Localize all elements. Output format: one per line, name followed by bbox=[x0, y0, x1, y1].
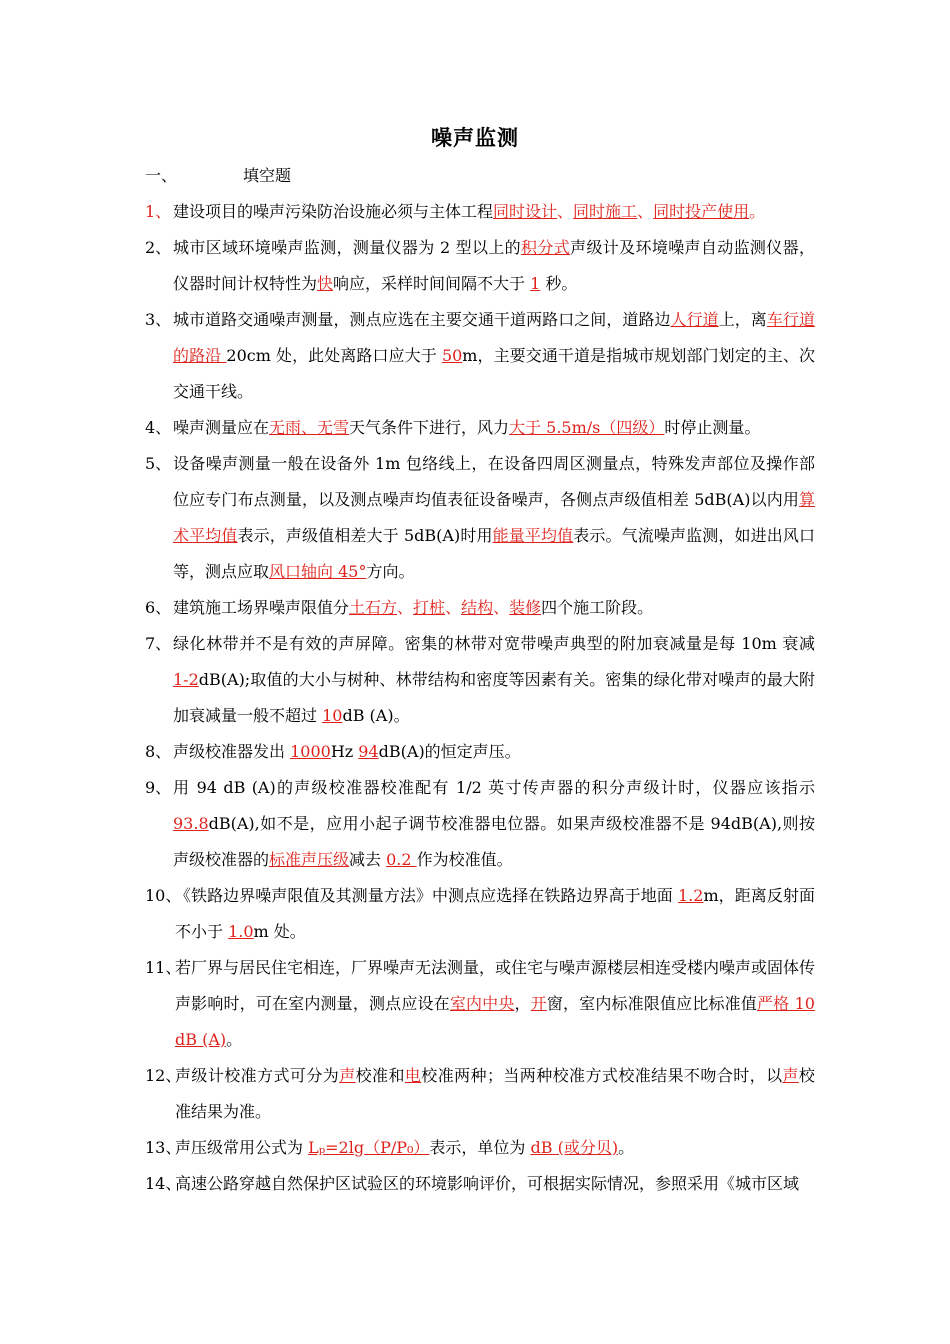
section-label: 填空题 bbox=[243, 166, 292, 185]
answer-blank: 50 bbox=[441, 346, 463, 365]
question-number: 2、 bbox=[145, 238, 172, 257]
question-text bbox=[175, 1058, 815, 1130]
section-number: 一、 bbox=[145, 166, 178, 185]
question-text-segment: 上，离 bbox=[718, 310, 767, 329]
question-text-segment: 校准和 bbox=[355, 1066, 405, 1085]
question-text-segment: 减去 bbox=[349, 850, 387, 869]
answer-blank: 93.8 bbox=[173, 814, 209, 833]
answer-separator: 、 bbox=[637, 202, 654, 221]
answer-blank: 风口轴向 45° bbox=[269, 562, 367, 581]
answer-blank: 1000 bbox=[290, 742, 331, 761]
answer-blank: 装修 bbox=[509, 598, 542, 617]
answer-blank: 无雨、无雪 bbox=[269, 418, 350, 437]
question-text-segment: 方向。 bbox=[366, 562, 415, 581]
question-text-segment: m，主要交通干道是指城市规划部门划定的主、次交通干线。 bbox=[173, 346, 815, 401]
question-text-segment: 设备噪声测量一般在设备外 1m 包络线上，在设备四周区测量点，特殊发声部位及操作部位应专门布点测量，以及测点噪声均值表征设备噪声，各侧点声级值相差 5dB(A)以内用 bbox=[173, 454, 815, 509]
answer-blank: 0.2 bbox=[386, 850, 417, 869]
question-number: 1、 bbox=[145, 202, 172, 221]
question-text-segment: 校准结果为准。 bbox=[175, 1066, 815, 1121]
answer-blank: 人行道 bbox=[670, 310, 719, 329]
question-text-segment: 噪声测量应在 bbox=[173, 418, 270, 437]
page-title: 噪声监测 bbox=[431, 126, 519, 150]
question-number: 6、 bbox=[145, 598, 172, 617]
answer-blank: 积分式 bbox=[521, 238, 571, 257]
answer-blank: 电 bbox=[404, 1066, 422, 1085]
question-text bbox=[175, 1166, 815, 1202]
question-item bbox=[145, 950, 815, 1058]
question-text-segment: dB (A)。 bbox=[342, 706, 410, 725]
question-item bbox=[145, 1058, 815, 1130]
question-item bbox=[145, 1130, 815, 1166]
question-number: 8、 bbox=[145, 742, 172, 761]
question-text-segment: m，距离反射面不小于 bbox=[175, 886, 815, 941]
question-item bbox=[145, 1166, 815, 1202]
answer-blank: 同时设计 bbox=[493, 202, 558, 221]
answer-blank: 同时投产使用 bbox=[653, 202, 750, 221]
question-text-segment: 校准两种；当两种校准方式校准结果不吻合时，以 bbox=[421, 1066, 783, 1085]
question-text bbox=[173, 230, 815, 302]
question-number: 9、 bbox=[145, 778, 172, 797]
answer-blank: 标准声压级 bbox=[269, 850, 350, 869]
question-text bbox=[173, 410, 815, 446]
answer-blank: 同时施工 bbox=[573, 202, 638, 221]
answer-blank: 室内中央 bbox=[449, 994, 515, 1013]
question-text-segment: 表示。气流噪声监测，如进出风口等，测点应取 bbox=[173, 526, 815, 581]
answer-blank: 1.0 bbox=[228, 922, 254, 941]
question-text-segment: 用 94 dB (A)的声级校准器校准配有 1/2 英寸传声器的积分声级计时，仪器应该指示 bbox=[173, 778, 815, 797]
question-number: 13、 bbox=[145, 1138, 182, 1157]
question-number: 4、 bbox=[145, 418, 172, 437]
question-text bbox=[173, 590, 815, 626]
question-text-segment: 建设项目的噪声污染防治设施必须与主体工程 bbox=[173, 202, 494, 221]
question-text bbox=[175, 1130, 815, 1166]
question-text-segment: 城市区域环境噪声监测，测量仪器为 2 型以上的 bbox=[173, 238, 522, 257]
question-item bbox=[145, 194, 815, 230]
answer-blank: 算术平均值 bbox=[173, 490, 815, 545]
answer-blank: 车行道的路沿 bbox=[173, 310, 815, 365]
section-heading bbox=[145, 163, 291, 186]
answer-blank: 土石方 bbox=[349, 598, 398, 617]
answer-separator: 、 bbox=[397, 598, 414, 617]
answer-blank: 1.2 bbox=[678, 886, 704, 905]
question-item bbox=[145, 734, 815, 770]
question-number: 11、 bbox=[145, 958, 182, 977]
answer-blank: 开 bbox=[530, 994, 547, 1013]
question-text-segment: 声级计校准方式可分为 bbox=[175, 1066, 340, 1085]
question-text-segment: 。 bbox=[618, 1138, 635, 1157]
answer-blank: 声 bbox=[782, 1066, 799, 1085]
question-item bbox=[145, 770, 815, 878]
question-text-segment: 。 bbox=[226, 1030, 243, 1049]
question-text-segment: 若厂界与居民住宅相连，厂界噪声无法测量，或住宅与噪声源楼层相连受楼内噪声或固体传声影响时，可在室内测量，测点应设在 bbox=[175, 958, 816, 1013]
question-text-segment: 高速公路穿越自然保护区试验区的环境影响评价，可根据实际情况，参照采用《城市区域 bbox=[175, 1174, 800, 1193]
answer-blank: 1 bbox=[530, 274, 541, 293]
question-text bbox=[173, 302, 815, 410]
question-text-segment: m 处。 bbox=[253, 922, 306, 941]
question-text-segment: 声级计及环境噪声自动监测仪器，仪器时间计权特性为 bbox=[173, 238, 815, 293]
question-text-segment: 20cm 处，此处离路口应大于 bbox=[226, 346, 442, 365]
question-item bbox=[145, 410, 815, 446]
question-number: 12、 bbox=[145, 1066, 182, 1085]
question-text-segment: 窗，室内标准限值应比标准值 bbox=[546, 994, 758, 1013]
answer-blank: 声 bbox=[339, 1066, 356, 1085]
question-text-segment: 声级校准器发出 bbox=[173, 742, 291, 761]
question-text-segment: 时停止测量。 bbox=[664, 418, 761, 437]
answer-separator: 、 bbox=[445, 598, 462, 617]
question-item bbox=[145, 302, 815, 410]
question-item bbox=[145, 446, 815, 590]
question-number: 10、 bbox=[145, 886, 182, 905]
answer-blank: 结构 bbox=[461, 598, 494, 617]
question-text bbox=[173, 734, 815, 770]
question-number: 7、 bbox=[145, 634, 172, 653]
question-text-segment: 声压级常用公式为 bbox=[175, 1138, 309, 1157]
question-text-segment: Hz bbox=[330, 742, 359, 761]
question-text bbox=[175, 950, 815, 1058]
question-item bbox=[145, 590, 815, 626]
question-text-segment: 《铁路边界噪声限值及其测量方法》中测点应选择在铁路边界高于地面 bbox=[175, 886, 678, 905]
question-text-segment: dB(A);取值的大小与树种、林带结构和密度等因素有关。密集的绿化带对噪声的最大附加衰减量一般不超过 bbox=[173, 670, 815, 725]
question-text bbox=[173, 770, 815, 878]
answer-blank: 快 bbox=[317, 274, 334, 293]
question-text-segment: dB(A),如不是，应用小起子调节校准器电位器。如果声级校准器不是 94dB(A),则按声级校准器的 bbox=[173, 814, 815, 869]
question-number: 14、 bbox=[145, 1174, 182, 1193]
answer-separator: 、 bbox=[557, 202, 574, 221]
question-text-segment: 作为校准值。 bbox=[416, 850, 513, 869]
answer-blank: 严格 10 dB (A) bbox=[175, 994, 815, 1049]
question-item bbox=[145, 230, 815, 302]
question-text-segment: 四个施工阶段。 bbox=[541, 598, 654, 617]
answer-blank: 能量平均值 bbox=[492, 526, 574, 545]
answer-blank: 94 bbox=[358, 742, 379, 761]
question-text-segment: 秒。 bbox=[540, 274, 578, 293]
question-text-segment: 绿化林带并不是有效的声屏障。密集的林带对宽带噪声典型的附加衰减量是每 10m 衰减 bbox=[173, 634, 815, 653]
answer-separator: 、 bbox=[493, 598, 510, 617]
question-text bbox=[175, 878, 815, 950]
question-text-segment: 城市道路交通噪声测量，测点应选在主要交通干道两路口之间，道路边 bbox=[173, 310, 671, 329]
question-list bbox=[145, 194, 815, 1202]
question-text bbox=[173, 194, 815, 230]
question-text bbox=[173, 446, 815, 590]
question-text bbox=[173, 626, 815, 734]
question-text-segment: 表示，声级值相差大于 5dB(A)时用 bbox=[237, 526, 493, 545]
question-number: 5、 bbox=[145, 454, 172, 473]
answer-blank: dB (或分贝) bbox=[530, 1138, 619, 1157]
question-text-segment: dB(A)的恒定声压。 bbox=[378, 742, 521, 761]
question-item bbox=[145, 878, 815, 950]
answer-blank: 10 bbox=[322, 706, 343, 725]
question-text-segment: 响应，采样时间间隔不大于 bbox=[333, 274, 531, 293]
answer-blank: 打桩 bbox=[413, 598, 446, 617]
question-text-segment: ， bbox=[514, 994, 531, 1013]
answer-separator: 。 bbox=[749, 202, 766, 221]
question-text-segment: 建筑施工场界噪声限值分 bbox=[173, 598, 350, 617]
question-text-segment: 表示，单位为 bbox=[429, 1138, 531, 1157]
answer-blank: Lₚ=2lg（P/P₀） bbox=[308, 1138, 430, 1157]
question-item bbox=[145, 626, 815, 734]
answer-blank: 大于 5.5m/s（四级） bbox=[509, 418, 665, 437]
question-text-segment: 天气条件下进行，风力 bbox=[349, 418, 510, 437]
question-number: 3、 bbox=[145, 310, 172, 329]
answer-blank: 1-2 bbox=[173, 670, 199, 689]
